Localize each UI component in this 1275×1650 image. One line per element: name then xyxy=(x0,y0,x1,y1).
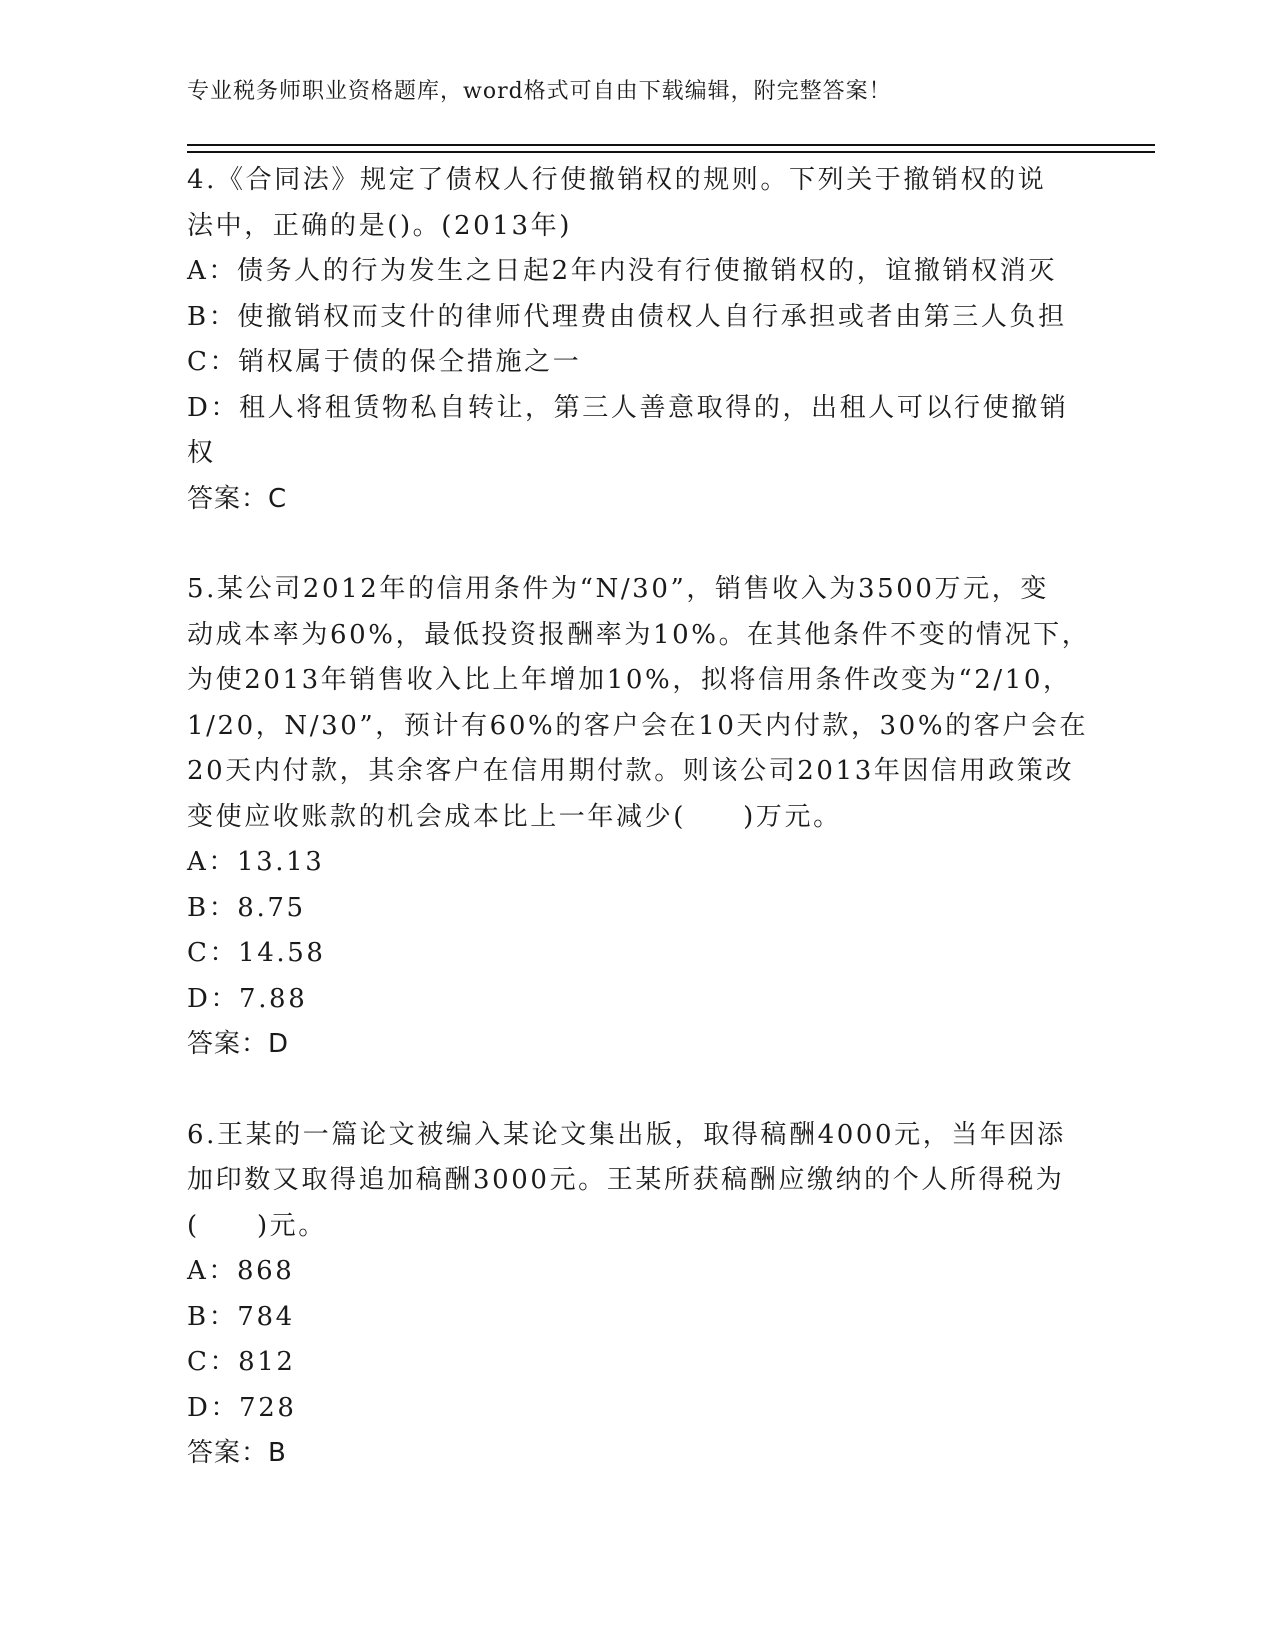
question-list xyxy=(187,158,1091,1477)
header-rule-bottom xyxy=(187,151,1155,153)
option-line: B：使撤销权而支什的律师代理费由债权人自行承担或者由第三人负担 xyxy=(187,301,1067,332)
question-stem-line: ( )元。 xyxy=(187,1210,327,1241)
option-line: D：728 xyxy=(187,1392,297,1423)
question-stem-line: 6.王某的一篇论文被编入某论文集出版，取得稿酬4000元，当年因添 xyxy=(187,1119,1066,1150)
question-stem-line: 1/20，N/30”，预计有60%的客户会在10天内付款，30%的客户会在 xyxy=(187,710,1089,741)
question-stem-line: 法中，正确的是()。(2013年) xyxy=(187,210,572,241)
question-block xyxy=(187,567,1091,1068)
question-stem-line: 动成本率为60%，最低投资报酬率为10%。在其他条件不变的情况下， xyxy=(187,619,1091,650)
page-header: 专业税务师职业资格题库，word格式可自由下载编辑，附完整答案！ xyxy=(187,79,892,104)
question-stem-line: 为使2013年销售收入比上年增加10%，拟将信用条件改变为“2/10， xyxy=(187,665,1072,695)
option-line: 权 xyxy=(187,438,216,468)
option-line: B：784 xyxy=(187,1301,295,1332)
question-spacer xyxy=(187,1068,1087,1113)
header-rule-top xyxy=(187,144,1155,146)
option-line: C：销权属于债的保仝措施之一 xyxy=(187,347,582,377)
option-line: B：8.75 xyxy=(187,892,306,923)
option-line: A：13.13 xyxy=(187,847,325,877)
question-stem-line: 5.某公司2012年的信用条件为“N/30”，销售收入为3500万元，变 xyxy=(187,574,1049,604)
answer-line: 答案：B xyxy=(187,1438,287,1468)
option-line: C：812 xyxy=(187,1347,296,1377)
option-line: D：租人将租赁物私自转让，第三人善意取得的，出租人可以行使撤销 xyxy=(187,392,1069,423)
question-spacer xyxy=(187,522,1087,567)
option-line: D：7.88 xyxy=(187,983,308,1014)
question-stem-line: 20天内付款，其余客户在信用期付款。则该公司2013年因信用政策改 xyxy=(187,756,1075,786)
option-line: A：868 xyxy=(187,1256,295,1286)
option-line: A：债务人的行为发生之日起2年内没有行使撤销权的，谊撤销权消灭 xyxy=(187,256,1057,286)
question-stem-line: 4.《合同法》规定了债权人行使撤销权的规则。下列关于撤销权的说 xyxy=(187,165,1047,195)
question-stem-line: 变使应收账款的机会成本比上一年减少( )万元。 xyxy=(187,801,842,832)
question-block xyxy=(187,1113,1087,1477)
answer-line: 答案：C xyxy=(187,483,288,514)
question-stem-line: 加印数又取得追加稿酬3000元。王某所获稿酬应缴纳的个人所得税为 xyxy=(187,1165,1065,1195)
answer-line: 答案：D xyxy=(187,1029,290,1059)
option-line: C：14.58 xyxy=(187,938,326,968)
question-block xyxy=(187,158,1087,522)
